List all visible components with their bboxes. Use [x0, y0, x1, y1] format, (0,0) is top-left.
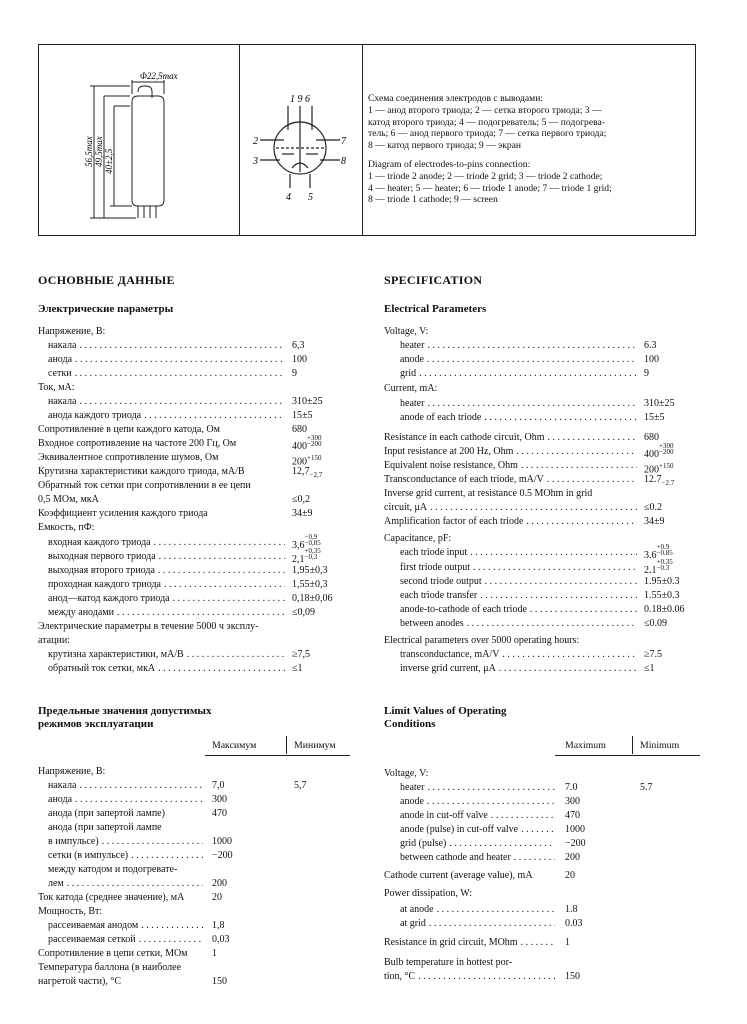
ru-cap-tr-val: 1,55±0,3 [292, 579, 328, 590]
ru-r-in-val: 400 [292, 441, 307, 452]
leader-dots [164, 579, 285, 591]
leader-dots [437, 904, 555, 916]
en-r-in-val: 400 [644, 449, 659, 460]
ru-r-noise-val: 200 [292, 456, 307, 468]
ru-l-heat-min: 5,7 [294, 780, 307, 791]
ru-l-anode: анода [48, 794, 73, 805]
en-life-ig: inverse grid current, μA [400, 663, 496, 674]
param-row [48, 663, 288, 675]
en-l-cut2-max: 1000 [565, 824, 585, 835]
ru-ig-val: ≤0,2 [292, 494, 310, 505]
ru-l-anode-max: 300 [212, 794, 227, 805]
leader-dots [75, 354, 285, 366]
en-l-heat: heater [400, 782, 425, 793]
param-row [48, 607, 288, 619]
diagram-ru-2: катод второго триода; 4 — подогреватель; 5 — подогрева- [368, 116, 605, 128]
en-ig-val: ≤0.2 [644, 502, 662, 513]
en-v-anode: anode [400, 354, 424, 365]
leader-dots [75, 794, 203, 806]
param-row [400, 904, 558, 916]
en-cap-in: each triode input [400, 547, 468, 558]
tol-r-in-up: +300 [659, 442, 674, 450]
leader-dots [427, 340, 637, 352]
en-min: Minimum [640, 740, 680, 751]
en-l-cut2: anode (pulse) in cut-off valve [400, 824, 519, 835]
tol-slope-dn-en: −2.7 [661, 479, 675, 487]
en-l-grid-max: −200 [565, 838, 586, 849]
ru-slope: Крутизна характеристики каждого триода, мА/В [38, 466, 245, 477]
param-row [400, 663, 640, 675]
en-cap-out1: first triode output [400, 562, 470, 573]
leader-dots [117, 607, 285, 619]
leader-dots [521, 824, 555, 836]
ru-ig1: Обратный ток сетки при сопротивлении в ее цепи [38, 480, 251, 491]
ru-l-cut1: анода (при запертой лампе) [48, 808, 165, 819]
ru-l-rg-max: 1 [212, 948, 217, 959]
en-cap-out1-val: 2.1 [644, 565, 657, 576]
pin-4-label: 4 [286, 192, 291, 203]
leader-dots [154, 537, 285, 549]
diagram-en-1: 1 — triode 2 anode; 2 — triode 2 grid; 3 — triode 2 cathode; [368, 170, 603, 182]
diagram-ru-1: 1 — анод второго триода; 2 — сетка второго триода; 3 — [368, 104, 602, 116]
en-l-pa: at anode [400, 904, 434, 915]
en-current: Current, mA: [384, 383, 438, 394]
en-slope-val: 12.7 [644, 474, 662, 485]
en-r-noise: Equivalent noise resistance, Ohm [384, 460, 518, 471]
ru-v-anode-val: 100 [292, 354, 307, 365]
param-row [48, 579, 288, 591]
param-row [48, 649, 288, 661]
ru-l-ik-max: 20 [212, 892, 222, 903]
en-c-anode-val: 15±5 [644, 412, 665, 423]
ru-l-grid-max: −200 [212, 850, 233, 861]
ru-l-cut3-max: 1000 [212, 836, 232, 847]
ru-v-heater: накала [48, 340, 77, 351]
en-r-cath: Resistance in each cathode circuit, Ohm [384, 432, 545, 443]
param-row [400, 562, 640, 574]
pin-top-labels: 1 9 6 [290, 94, 310, 105]
param-row [400, 918, 558, 930]
diagram-en-0: Diagram of electrodes-to-pins connection: [368, 158, 531, 170]
param-row [48, 920, 206, 932]
h2-label: 49,5max [94, 136, 104, 167]
leader-dots [480, 590, 637, 602]
ru-l-pa-max: 1,8 [212, 920, 225, 931]
en-l-pg: at grid [400, 918, 426, 929]
ru-cap-aa: между анодами [48, 607, 114, 618]
param-row [400, 547, 640, 559]
en-v-grid-val: 9 [644, 368, 649, 379]
en-l-t2: tion, °C [384, 971, 416, 982]
en-cap-ak: anode-to-cathode of each triode [400, 604, 527, 615]
param-row [48, 780, 206, 792]
tol-cap-out1-dn-en: −0.3 [656, 564, 670, 572]
diagram-ru-4: 8 — катод первого триода; 9 — экран [368, 140, 522, 152]
leader-dots [548, 432, 638, 444]
leader-dots [141, 920, 203, 932]
param-row [400, 590, 640, 602]
en-cap-in-val: 3.6 [644, 550, 657, 561]
leader-dots [429, 918, 555, 930]
ru-cap-out2-val: 1,95±0,3 [292, 565, 328, 576]
ru-cap-ak-val: 0,18±0,06 [292, 593, 333, 604]
ru-r-cath: Сопротивление в цепи каждого катода, Ом [38, 424, 220, 435]
leader-dots [514, 852, 555, 864]
en-l-heat-min: 5.7 [640, 782, 653, 793]
ru-l-cut3: в импульсе) [48, 836, 99, 847]
leader-dots [516, 446, 637, 458]
ru-max: Максимум [212, 740, 257, 751]
leader-dots [173, 593, 285, 605]
pin-5-label: 5 [308, 192, 313, 203]
ru-cap-tr: проходная каждого триода [48, 579, 161, 590]
leader-dots [491, 810, 555, 822]
en-c-heater-val: 310±25 [644, 398, 675, 409]
ru-mu-val: 34±9 [292, 508, 313, 519]
tol-cap-out1-up-en: +0.35 [656, 558, 673, 566]
param-row [48, 836, 206, 848]
ru-l-grid: сетки (в импульсе) [48, 850, 129, 861]
tube-dimension-drawing [80, 72, 200, 224]
leader-dots [470, 547, 637, 559]
en-v-anode-val: 100 [644, 354, 659, 365]
param-row [400, 340, 640, 352]
ru-c-heater: накала [48, 396, 77, 407]
param-row [384, 446, 640, 458]
h1-label: 56,5max [84, 136, 94, 167]
en-l-pw: Power dissipation, W: [384, 888, 473, 899]
en-max: Maximum [565, 740, 606, 751]
ru-l-rg: Сопротивление в цепи сетки, МОм [38, 948, 188, 959]
leader-dots [79, 340, 285, 352]
tol-r-noise-up: +150 [307, 454, 322, 462]
en-l-rg-max: 1 [565, 937, 570, 948]
pin-3-label: 3 [253, 156, 258, 167]
tol-cap-out1-dn: −0,3 [304, 553, 318, 561]
ru-current: Ток, мА: [38, 382, 75, 393]
ru-cap-out1-val: 2,1 [292, 554, 305, 565]
param-row [48, 396, 288, 408]
en-electrical-heading: Electrical Parameters [384, 303, 487, 315]
ru-l-t2-max: 150 [212, 976, 227, 987]
leader-dots [79, 780, 203, 792]
ru-c-anode: анода каждого триода [48, 410, 142, 421]
ru-v-anode: анода [48, 354, 73, 365]
param-row [48, 593, 288, 605]
ru-cap-aa-val: ≤0,09 [292, 607, 315, 618]
diagram-en-3: 8 — triode 1 cathode; 9 — screen [368, 194, 498, 206]
param-row [400, 782, 558, 794]
ru-cap: Емкость, пФ: [38, 522, 95, 533]
leader-dots [467, 618, 637, 630]
ru-life2: атации: [38, 635, 70, 646]
en-cap-aa: between anodes [400, 618, 464, 629]
leader-dots [485, 576, 637, 588]
en-life-s: transconductance, mA/V [400, 649, 500, 660]
table-rule [205, 755, 350, 756]
ru-c-anode-val: 15±5 [292, 410, 313, 421]
leader-dots [79, 396, 285, 408]
param-row [48, 565, 288, 577]
param-row [48, 551, 288, 563]
en-l-t2-max: 150 [565, 971, 580, 982]
en-r-noise-val: 200 [644, 464, 659, 476]
leader-dots [484, 412, 637, 424]
param-row [400, 618, 640, 630]
param-row [384, 460, 640, 472]
ru-c-heater-val: 310±25 [292, 396, 323, 407]
en-l-rg: Resistance in grid circuit, MOhm [384, 937, 518, 948]
ru-l-hk2: лем [48, 878, 64, 889]
ru-l-heat-max: 7,0 [212, 780, 225, 791]
tol-r-in-dn: −200 [307, 440, 322, 448]
ru-r-cath-val: 680 [292, 424, 307, 435]
ru-life-s: крутизна характеристики, мА/В [48, 649, 184, 660]
leader-dots [418, 971, 555, 983]
en-c-anode: anode of each triode [400, 412, 482, 423]
leader-dots [473, 562, 637, 574]
en-v-grid: grid [400, 368, 417, 379]
leader-dots [427, 398, 637, 410]
param-row [48, 850, 206, 862]
param-row [400, 796, 558, 808]
en-cap-ak-val: 0.18±0.06 [644, 604, 685, 615]
en-l-cut1-max: 470 [565, 810, 580, 821]
en-slope: Transconductance of each triode, mA/V [384, 474, 544, 485]
leader-dots [67, 878, 203, 890]
ru-l-hk1: между катодом и подогревате- [48, 864, 178, 875]
ru-l-t1: Температура баллона (в наиболее [38, 962, 182, 973]
ru-life1: Электрические параметры в течение 5000 ч эксплу- [38, 621, 259, 632]
param-row [48, 340, 288, 352]
en-l-t1: Bulb temperature in hottest por- [384, 957, 513, 968]
tol-cap-in-up-en: +0.9 [656, 543, 670, 551]
ru-cap-in-val: 3,6 [292, 540, 305, 551]
leader-dots [430, 502, 637, 514]
param-row [400, 368, 640, 380]
en-l-ik-max: 20 [565, 870, 575, 881]
h3-label: 40±2,5 [104, 148, 114, 174]
en-life-s-val: ≥7.5 [644, 649, 662, 660]
en-cap-out2-val: 1.95±0.3 [644, 576, 680, 587]
table-rule [555, 755, 700, 756]
ru-r-noise: Эквивалентное сопротивление шумов, Ом [38, 452, 219, 463]
param-row [48, 878, 206, 890]
ru-life-s-val: ≥7,5 [292, 649, 310, 660]
en-l-ik: Cathode current (average value), mA [384, 870, 533, 881]
ru-l-volt: Напряжение, В: [38, 766, 106, 777]
diagram-ru-0: Схема соединения электродов с выводами: [368, 93, 544, 104]
ru-lim2: режимов эксплуатации [38, 718, 154, 730]
ru-title: ОСНОВНЫЕ ДАННЫЕ [38, 273, 175, 287]
en-l-cut1: anode in cut-off valve [400, 810, 488, 821]
leader-dots [159, 551, 285, 563]
param-row [48, 934, 206, 946]
ru-l-pw: Мощность, Вт: [38, 906, 103, 917]
param-row [400, 852, 558, 864]
ru-l-cut1-max: 470 [212, 808, 227, 819]
param-row [400, 354, 640, 366]
leader-dots [419, 368, 637, 380]
ru-v-heater-val: 6,3 [292, 340, 305, 351]
en-r-cath-val: 680 [644, 432, 659, 443]
param-row [400, 810, 558, 822]
en-l-grid: grid (pulse) [400, 838, 447, 849]
param-row [48, 537, 288, 549]
param-row [400, 398, 640, 410]
en-cap-tr: each triode transfer [400, 590, 478, 601]
en-life-ig-val: ≤1 [644, 663, 655, 674]
param-row [384, 971, 558, 983]
leader-dots [187, 649, 285, 661]
leader-dots [75, 368, 285, 380]
param-row [400, 576, 640, 588]
param-row [48, 354, 288, 366]
leader-dots [158, 565, 285, 577]
en-l-pa-max: 1.8 [565, 904, 578, 915]
ru-v-grid: сетки [48, 368, 72, 379]
leader-dots [547, 474, 637, 486]
leader-dots [526, 516, 637, 528]
leader-dots [144, 410, 285, 422]
en-cap: Capacitance, pF: [384, 533, 452, 544]
ru-cap-out1: выходная первого триода [48, 551, 156, 562]
param-row [400, 412, 640, 424]
leader-dots [131, 850, 203, 862]
ru-life-ig-val: ≤1 [292, 663, 303, 674]
param-row [48, 368, 288, 380]
pin-connection-diagram [252, 90, 348, 206]
en-voltage: Voltage, V: [384, 326, 429, 337]
leader-dots [102, 836, 203, 848]
en-ig2: circuit, μA [384, 502, 428, 513]
en-r-in: Input resistance at 200 Hz, Ohm [384, 446, 514, 457]
table-rule [286, 736, 287, 754]
en-mu: Amplification factor of each triode [384, 516, 524, 527]
param-row [48, 794, 206, 806]
param-row [48, 410, 288, 422]
en-ig1: Inverse grid current, at resistance 0.5 MOhm in grid [384, 488, 593, 499]
leader-dots [449, 838, 555, 850]
ru-l-pa: рассеиваемая анодом [48, 920, 139, 931]
ru-l-ik: Ток катода (среднее значение), мА [38, 892, 185, 903]
ru-ig2: 0,5 МОм, мкА [38, 494, 99, 505]
en-l-heat-max: 7.0 [565, 782, 578, 793]
tol-r-in-up: +300 [307, 434, 322, 442]
param-row [400, 838, 558, 850]
ru-min: Минимум [294, 740, 336, 751]
param-row [384, 432, 640, 444]
pin-7-label: 7 [341, 136, 346, 147]
tol-r-in-dn: −200 [659, 448, 674, 456]
ru-l-t2: нагретой части), °С [38, 976, 122, 987]
param-row [400, 824, 558, 836]
ru-limits-heading: Предельные значения допустимых [38, 705, 212, 717]
pin-8-label: 8 [341, 156, 346, 167]
en-cap-aa-val: ≤0.09 [644, 618, 667, 629]
ru-slope-val: 12,7 [292, 466, 310, 477]
tol-cap-in-dn-en: −0.85 [656, 549, 673, 557]
ru-cap-in: входная каждого триода [48, 537, 151, 548]
leader-dots [502, 649, 637, 661]
ru-l-pg-max: 0,03 [212, 934, 230, 945]
param-row [384, 502, 640, 514]
en-limits-heading: Limit Values of Operating [384, 705, 507, 717]
en-lim2: Conditions [384, 718, 436, 730]
leader-dots [521, 460, 637, 472]
ru-l-hk2-max: 200 [212, 878, 227, 889]
param-row [400, 604, 640, 616]
ru-v-grid-val: 9 [292, 368, 297, 379]
leader-dots [158, 663, 285, 675]
ru-electrical-heading: Электрические параметры [38, 303, 174, 315]
en-l-hk-max: 200 [565, 852, 580, 863]
en-mu-val: 34±9 [644, 516, 665, 527]
ru-l-heat: накала [48, 780, 77, 791]
ru-r-in: Входное сопротивление на частоте 200 Гц, Ом [38, 438, 237, 449]
ru-l-cut2: анода (при запертой лампе [48, 822, 162, 833]
ru-cap-ak: анод—катод каждого триода [48, 593, 170, 604]
leader-dots [499, 663, 637, 675]
table-rule [632, 736, 633, 754]
en-v-heater-val: 6.3 [644, 340, 657, 351]
ru-l-pg: рассеиваемая сеткой [48, 934, 136, 945]
leader-dots [530, 604, 637, 616]
ru-life-ig: обратный ток сетки, мкА [48, 663, 156, 674]
en-title: SPECIFICATION [384, 273, 483, 287]
leader-dots [427, 354, 637, 366]
tol-cap-out1-up: +0,35 [304, 547, 321, 555]
ru-cap-out2: выходная второго триода [48, 565, 155, 576]
diagram-en-2: 4 — heater; 5 — heater; 6 — triode 1 anode; 7 — triode 1 grid; [368, 182, 612, 194]
en-l-hk: between cathode and heater [400, 852, 511, 863]
param-row [384, 516, 640, 528]
leader-dots [521, 937, 555, 949]
en-cap-out2: second triode output [400, 576, 482, 587]
en-l-anode: anode [400, 796, 424, 807]
en-c-heater: heater [400, 398, 425, 409]
param-row [400, 649, 640, 661]
param-row [384, 937, 558, 949]
en-l-volt: Voltage, V: [384, 768, 429, 779]
leader-dots [427, 796, 555, 808]
ru-voltage: Напряжение, В: [38, 326, 106, 337]
en-v-heater: heater [400, 340, 425, 351]
tol-r-noise-up: +150 [659, 462, 674, 470]
en-life1: Electrical parameters over 5000 operating hours: [384, 635, 580, 646]
en-cap-tr-val: 1.55±0.3 [644, 590, 680, 601]
en-l-pg-max: 0.03 [565, 918, 583, 929]
tol-slope-dn: −2,7 [309, 471, 323, 479]
pin-2-label: 2 [253, 136, 258, 147]
leader-dots [427, 782, 555, 794]
leader-dots [139, 934, 203, 946]
diam-label: Φ22,5max [140, 72, 178, 81]
param-row [384, 474, 640, 486]
en-l-anode-max: 300 [565, 796, 580, 807]
diagram-ru-3: тель; 6 — анод первого триода; 7 — сетка первого триода; [368, 128, 607, 140]
ru-mu: Коэффициент усиления каждого триода [38, 508, 208, 519]
pin-legend [368, 93, 688, 206]
tol-cap-in-up: −0,9 [304, 533, 318, 541]
tol-cap-in-dn: −0,85 [304, 539, 321, 547]
